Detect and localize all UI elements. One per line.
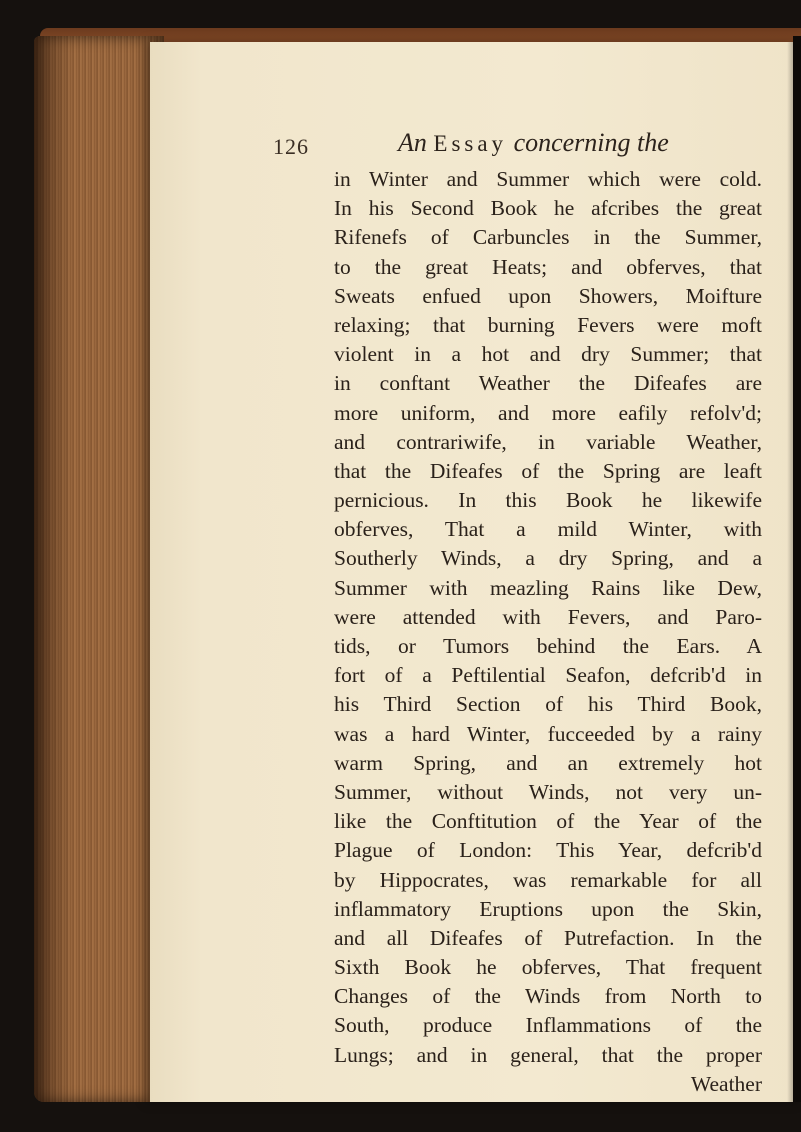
text-line: and contrariwife, in variable Weather,	[334, 429, 762, 454]
page-number: 126	[273, 134, 309, 159]
text-line: Sixth Book he obferves, That frequent	[334, 955, 762, 980]
text-line: Summer with meazling Rains like Dew,	[334, 575, 762, 600]
text-line: warm Spring, and an extremely hot	[334, 750, 762, 775]
text-line: in conftant Weather the Difeafes are	[334, 371, 762, 396]
text-line: to the great Heats; and obferves, that	[334, 254, 762, 279]
text-line: Summer, without Winds, not very un-	[334, 779, 762, 804]
text-line: Southerly Winds, a dry Spring, and a	[334, 546, 762, 571]
text-line: that the Difeafes of the Spring are leaft	[334, 458, 762, 483]
text-line: like the Conftitution of the Year of the	[334, 809, 762, 834]
text-line: fort of a Peftilential Seafon, defcrib'd in	[334, 663, 762, 688]
text-line: Rifenefs of Carbuncles in the Summer,	[334, 225, 762, 250]
text-line: in Winter and Summer which were cold.	[334, 167, 762, 191]
text-line: violent in a hot and dry Summer; that	[334, 342, 762, 367]
background-edge	[793, 36, 801, 1102]
text-line: Weather	[690, 1071, 762, 1096]
text-line: relaxing; that burning Fevers were moft	[334, 312, 762, 337]
text-line: more uniform, and more eafily refolv'd;	[334, 400, 762, 425]
text-line: were attended with Fevers, and Paro-	[334, 604, 762, 629]
text-line: In his Second Book he afcribes the great	[334, 196, 762, 221]
text-line: inflammatory Eruptions upon the Skin,	[334, 896, 762, 921]
text-line: Changes of the Winds from North to	[334, 984, 762, 1009]
text-line: Sweats enfued upon Showers, Moifture	[334, 283, 762, 308]
text-line: was a hard Winter, fucceeded by a rainy	[334, 721, 762, 746]
text-line: tids, or Tumors behind the Ears. A	[334, 634, 762, 658]
body-text	[334, 165, 762, 1099]
text-line: and all Difeafes of Putrefaction. In the	[334, 925, 762, 950]
text-line: his Third Section of his Third Book,	[334, 692, 762, 717]
text-line: by Hippocrates, was remarkable for all	[334, 867, 762, 892]
text-line: pernicious. In this Book he likewife	[334, 488, 762, 513]
page-edges	[34, 36, 164, 1102]
text-line: Plague of London: This Year, defcrib'd	[334, 838, 762, 863]
running-head	[150, 124, 801, 164]
head-title-part1: An	[398, 128, 427, 157]
text-line: South, produce Inflammations of the	[334, 1013, 762, 1038]
head-title-part3: concerning the	[513, 128, 669, 157]
head-title	[398, 128, 669, 158]
head-title-part2: Essay	[433, 131, 508, 156]
text-line: obferves, That a mild Winter, with	[334, 517, 762, 542]
text-line: Lungs; and in general, that the proper	[334, 1042, 762, 1067]
